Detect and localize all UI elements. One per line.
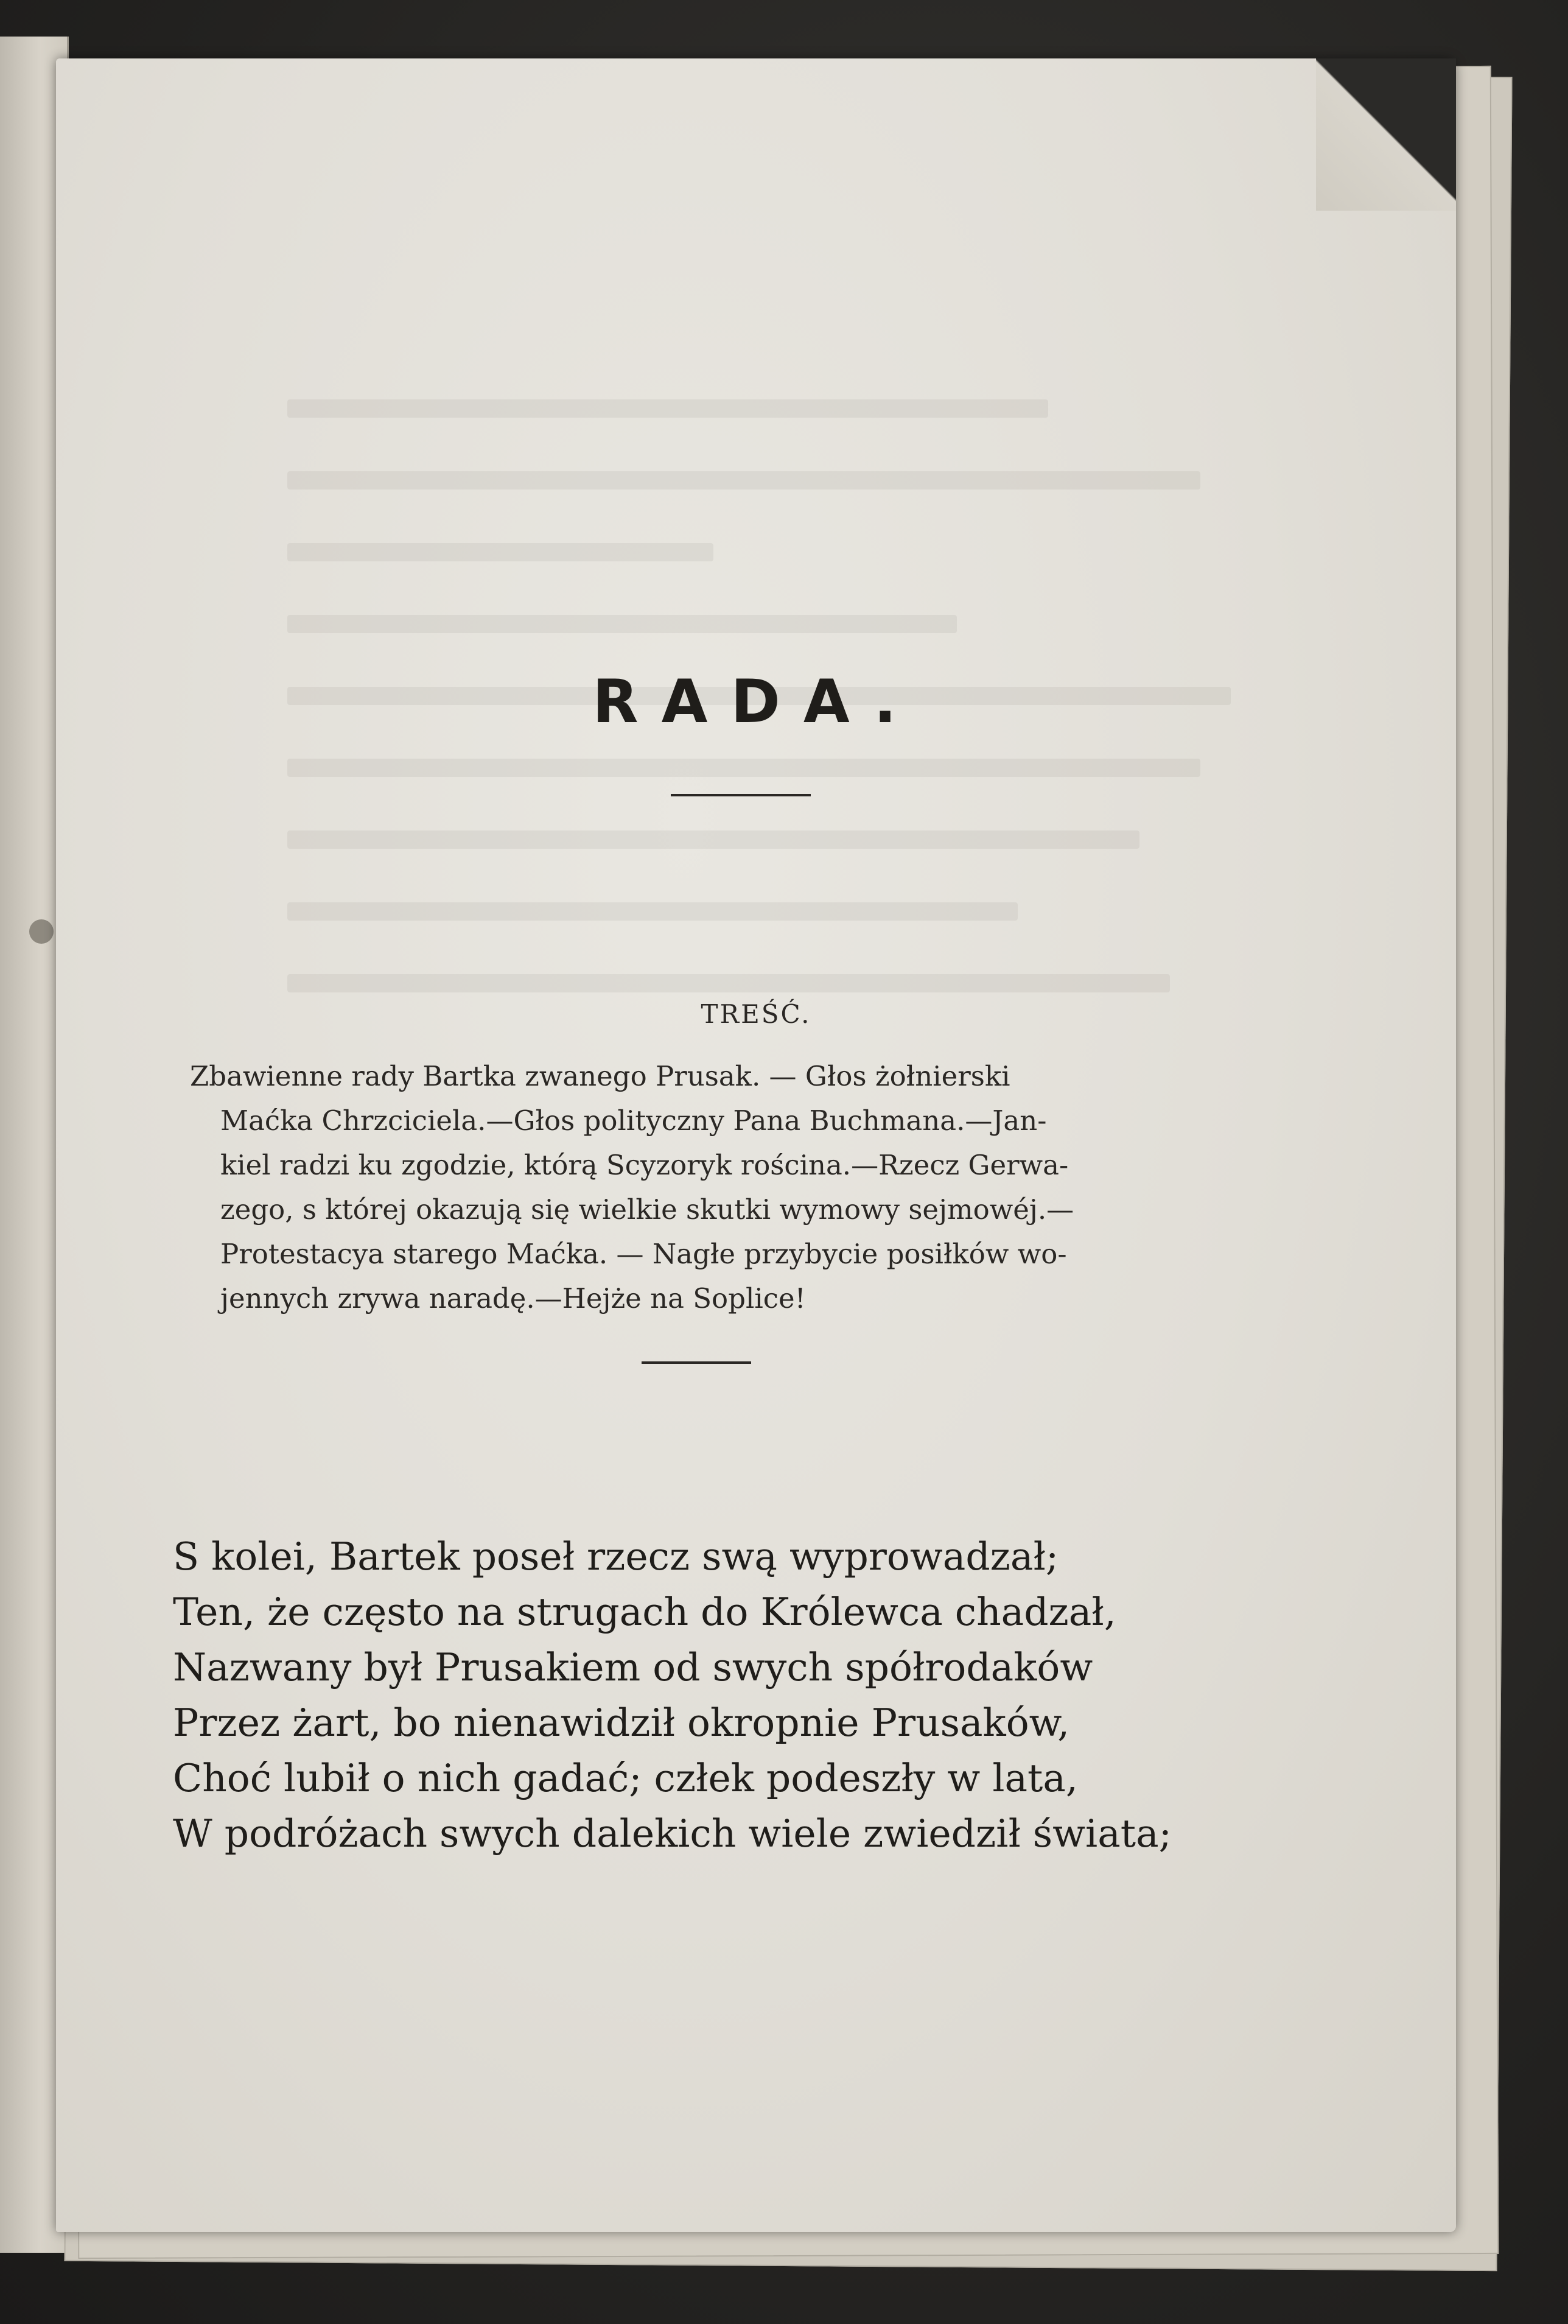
verse-line: W podróżach swych dalekich wiele zwiedził świata; (173, 1811, 1172, 1856)
poem-verse (173, 1529, 1172, 1861)
book-page (56, 58, 1456, 2232)
summary-line: kiel radzi ku zgodzie, którą Scyzoryk rościna.—Rzecz Gerwa- (220, 1149, 1069, 1181)
verse-line: Przez żart, bo nienawidził okropnie Prusaków, (173, 1701, 1070, 1745)
summary-heading: TREŚĆ. (701, 999, 811, 1029)
chapter-summary (190, 1054, 1213, 1321)
verse-line: Choć lubił o nich gadać; człek podeszły w lata, (173, 1756, 1078, 1800)
verse-line: Ten, że często na strugach do Królewca chadzał, (173, 1590, 1116, 1634)
summary-line: Zbawienne rady Bartka zwanego Prusak. — Głos żołnierski (190, 1060, 1010, 1092)
summary-line: Protestacya starego Maćka. — Nagłe przybycie posiłków wo- (220, 1238, 1067, 1270)
summary-divider (642, 1361, 751, 1364)
title-divider (671, 794, 811, 796)
summary-line: jennych zrywa naradę.—Hejże na Soplice! (220, 1282, 806, 1315)
folded-corner (1316, 58, 1456, 211)
binding-stitch (29, 919, 54, 944)
verse-line: Nazwany był Prusakiem od swych spółrodaków (173, 1645, 1093, 1690)
summary-line: Maćka Chrzciciela.—Głos polityczny Pana Buchmana.—Jan- (220, 1104, 1047, 1137)
verse-line: S kolei, Bartek poseł rzecz swą wyprowadzał; (173, 1534, 1059, 1579)
chapter-title: RADA. (592, 667, 920, 737)
summary-line: zego, s której okazują się wielkie skutki wymowy sejmowéj.— (220, 1193, 1074, 1226)
